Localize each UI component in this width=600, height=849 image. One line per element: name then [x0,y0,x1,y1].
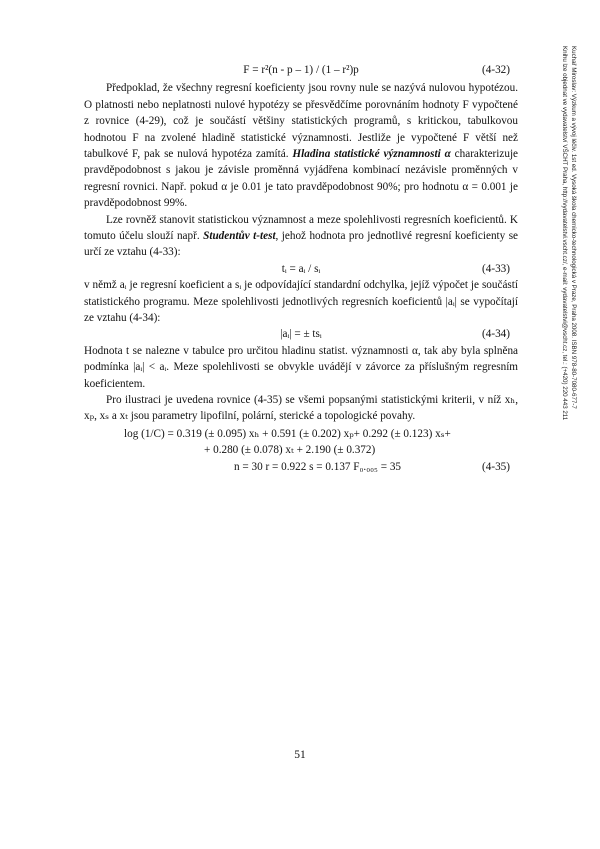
paragraph-text: Hodnota t se nalezne v tabulce pro určitou hladinu statist. významnosti α, tak aby byla splněna podmínka |aᵢ| < aᵢ. Meze spolehlivosti se obvykle uvádějí v závorce za příslušným regresním koeficientem. [84,344,518,390]
equation-4-32 [84,62,518,78]
equation-number: (4-34) [482,328,510,341]
equation-text: tᵢ = aᵢ / sᵢ [281,262,321,275]
side-citation [560,46,578,586]
paragraph-text: v němž aᵢ je regresní koeficient a sᵢ je odpovídající standardní odchylka, jejíž výpočet je součástí statistického programu. Meze spolehlivosti jednotlivých regresních koeficientů |aᵢ| se vypočítají ze vztahu (4-34): [84,279,518,325]
equation-text: F = r²(n - p – 1) / (1 – r²)p [243,64,359,76]
equation-number: (4-35) [482,460,510,473]
equation-number: (4-33) [482,262,510,275]
equation-stats-line [84,459,518,475]
paragraph-text: Pro ilustraci je uvedena rovnice (4-35) se všemi popsanými statistickými kriterii, v níž xₕ, xₚ, xₛ a xₜ jsou parametry lipofilní, polární, sterické a topologické povahy. [84,394,518,423]
page-body [84,62,518,475]
equation-line: + 0.280 (± 0.078) xₜ + 2.190 (± 0.372) [204,444,376,457]
paragraph-text: Předpoklad, že všechny regresní koeficienty jsou rovny nule se nazývá nulovou hypotézou. O platnosti nebo neplatnosti nulové hypotézy se přesvědčíme porovnáním hodnoty F vypočtené z rovnice (4-29), což je součástí většiny statistických programů, s kritickou, tabulkovou hodnotou F na zvolené hladině statistické významnosti. Jestliže je vypočtené F větší než tabulkové F, pak se nulová hypotéza zamítá. [84,82,518,161]
equation-4-33 [84,261,518,277]
equation-line: log (1/C) = 0.319 (± 0.095) xₕ + 0.591 (± 0.202) xₚ+ 0.292 (± 0.123) xₛ+ [124,427,451,440]
equation-text: n = 30 r = 0.922 s = 0.137 F₀.₀₀₅ = 35 [234,460,402,473]
page-number: 51 [294,749,306,761]
paragraph-t-test [84,212,518,261]
term-student-t-test: Studentův t-test [203,230,276,243]
paragraph-text: Lze rovněž stanovit statistickou významnost a meze spolehlivosti regresních koeficientů. K tomuto účelu slouží např. [84,213,518,243]
paragraph-confidence-limits [84,343,518,392]
equation-text: |aᵢ| = ± tsᵢ [280,328,322,341]
paragraph-coefficient [84,277,518,326]
paragraph-text: charakterizuje pravděpodobnost s jakou je závisle proměnná vyjádřena kombinací nezávisle proměnných v regresní rovnici. Např. pokud α je 0.01 je tato pravděpodobnost 90%; pro hodnotu α = 0.001 je pravděpodobnost 99%. [84,148,519,210]
citation-line: Kuchař Miroslav: Výzkum a vývoj léčiv. 1st ed. Vysoká škola chemicko-technologická v Praze, Praha 2008. ISBN 978-80-7080-677-7 [570,46,577,409]
equation-4-35 [84,426,518,475]
equation-4-34 [84,326,518,342]
paragraph-null-hypothesis [84,80,518,211]
term-significance-level: Hladina statistické významnosti α [292,148,451,161]
equation-number: (4-32) [482,64,510,76]
paragraph-text: , jehož hodnota pro jednotlivé regresní koeficienty se určí ze vztahu (4-33): [84,230,519,259]
paragraph-illustration [84,392,518,425]
citation-line: Knihu lze objednat ve vydavatelství VŠCHT Praha, http://vydavatelstvi.vscht.cz/, e-mail: vydavatelstvi@vscht.cz, tel.: (+420) 220 443 211 [561,46,568,421]
